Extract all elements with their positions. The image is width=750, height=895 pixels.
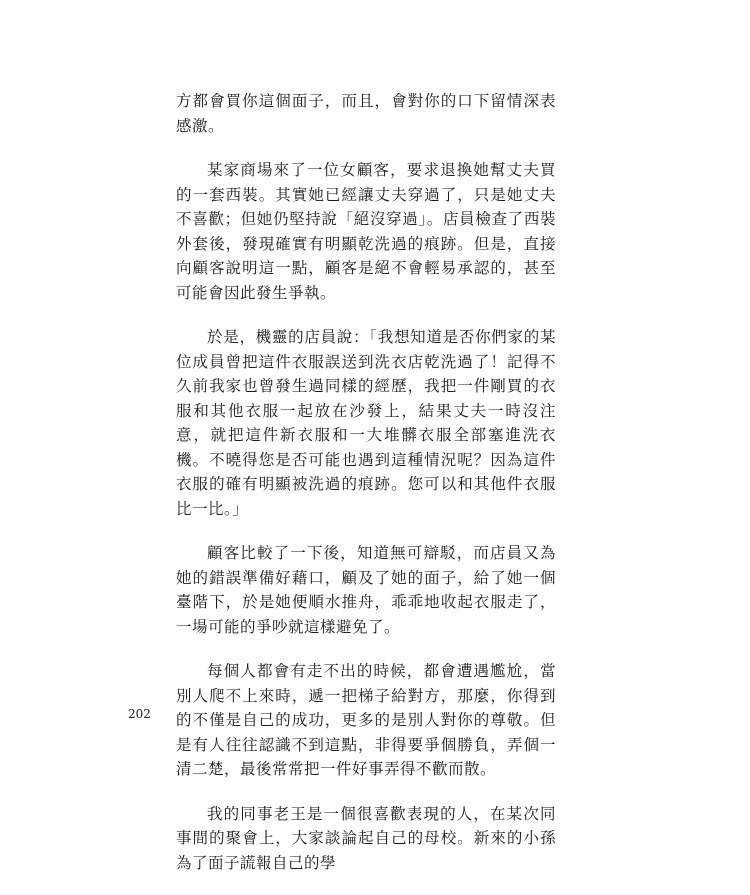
paragraph-continuation: 方都會買你這個面子，而且，會對你的口下留情深表感激。 [176,92,556,135]
page-number: 202 [128,707,151,721]
paragraph-reflection: 每個人都會有走不出的時候，都會遭遇尷尬，當別人爬不上來時，遞一把梯子給對方，那麼，你得到的不僅是自己的成功，更多的是別人對你的尊敬。但是有人往往認識不到這點，非得要爭個勝負，弄個一清二楚，最後常常把一件好事弄得不歡而散。 [176,662,556,778]
paragraph-store-customer: 某家商場來了一位女顧客，要求退換她幫丈夫買的一套西裝。其實她已經讓丈夫穿過了，只是她丈夫不喜歡；但她仍堅持說「絕沒穿過」。店員檢查了西裝外套後，發現確實有明顯乾洗過的痕跡。但是，直接向顧客說明這一點，顧客是絕不會輕易承認的，甚至可能會因此發生爭執。 [176,161,556,302]
paragraph-outcome: 顧客比較了一下後，知道無可辯駁，而店員又為她的錯誤準備好藉口，顧及了她的面子，給了她一個臺階下，於是她便順水推舟，乖乖地收起衣服走了，一場可能的爭吵就這樣避免了。 [176,544,556,636]
paragraph-clerk-response: 於是，機靈的店員說：「我想知道是否你們家的某位成員曾把這件衣服誤送到洗衣店乾洗過了！記得不久前我家也曾發生過同樣的經歷，我把一件剛買的衣服和其他衣服一起放在沙發上，結果丈夫一時沒注意，就把這件新衣服和一大堆髒衣服全部塞進洗衣機。不曉得您是否可能也遇到這種情況呢？因為這件衣服的確有明顯被洗過的痕跡。您可以和其他件衣服比一比。」 [176,328,556,518]
body-text [176,89,556,895]
paragraph-colleague-story: 我的同事老王是一個很喜歡表現的人，在某次同事間的聚會上，大家談論起自己的母校。新來的小孫為了面子謊報自己的學 [176,804,556,872]
